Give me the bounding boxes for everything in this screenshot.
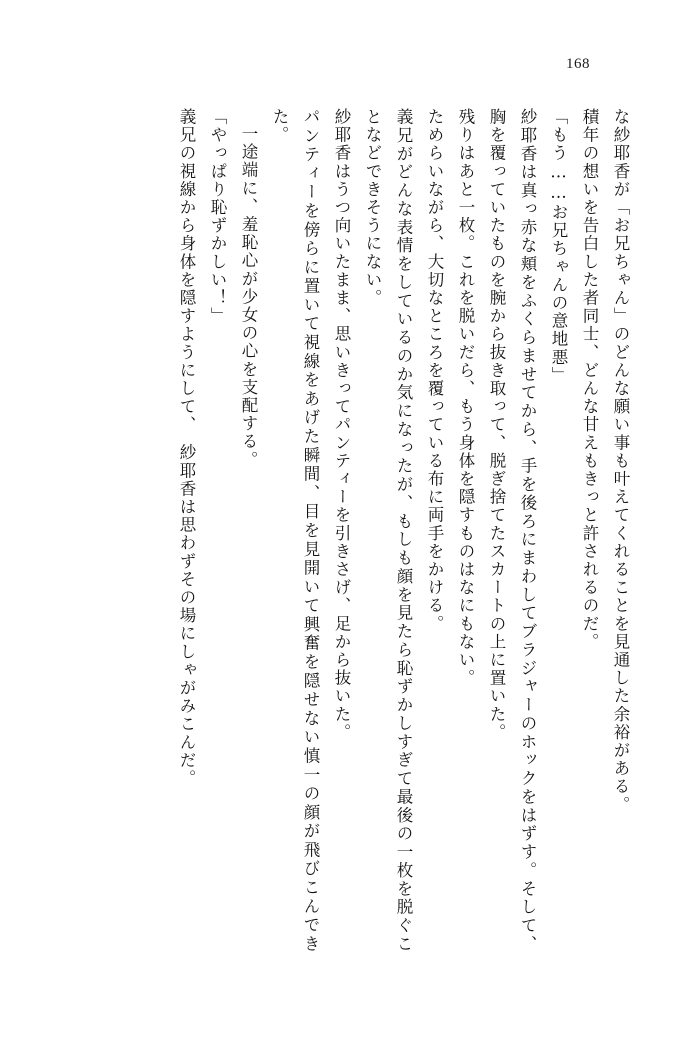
paragraph: ためらいながら、大切なところを覆っている布に両手をかける。 (425, 108, 444, 633)
paragraph: 一途端に、羞恥心が少女の心を支配する。 (239, 124, 258, 469)
paragraph: パンティーを傍らに置いて視線をあげた瞬間、目を見開いて興奮を隠せない慎一の顔が飛びこんできた。 (270, 108, 320, 953)
page-number: 168 (566, 56, 590, 72)
paragraph: 「やっぱり恥ずかしい！」 (208, 108, 227, 326)
paragraph: 積年の想いを告白した者同士、どんな甘えもきっと許されるのだ。 (580, 108, 599, 651)
paragraph: な紗耶香が「お兄ちゃん」のどんな願い事も叶えてくれることを見通した余裕がある。 (611, 108, 630, 814)
page-text-body (52, 108, 636, 953)
paragraph: 義兄がどんな表情をしているのか気になったが、もしも顔を見たら恥ずかしすぎて最後の一枚を脱ぐことなどできそうにない。 (363, 108, 413, 953)
paragraph: 紗耶香はうつ向いたまま、思いきってパンティーを引きさげ、足から抜いた。 (332, 108, 351, 742)
paragraph: 「もう……お兄ちゃんの意地悪」 (549, 108, 568, 385)
paragraph: 義兄の視線から身体を隠すようにして、 紗耶香は思わずその場にしゃがみこんだ。 (177, 108, 196, 788)
paragraph: 紗耶香は真っ赤な頬をふくらませてから、手を後ろにまわしてブラジャーのホックをはずす。そして、胸を覆っていたものを腕から抜き取って、脱ぎ捨てたスカートの上に置いた。 (487, 108, 537, 953)
paragraph: 残りはあと一枚。これを脱いだら、もう身体を隠すものはなにもない。 (456, 108, 475, 688)
